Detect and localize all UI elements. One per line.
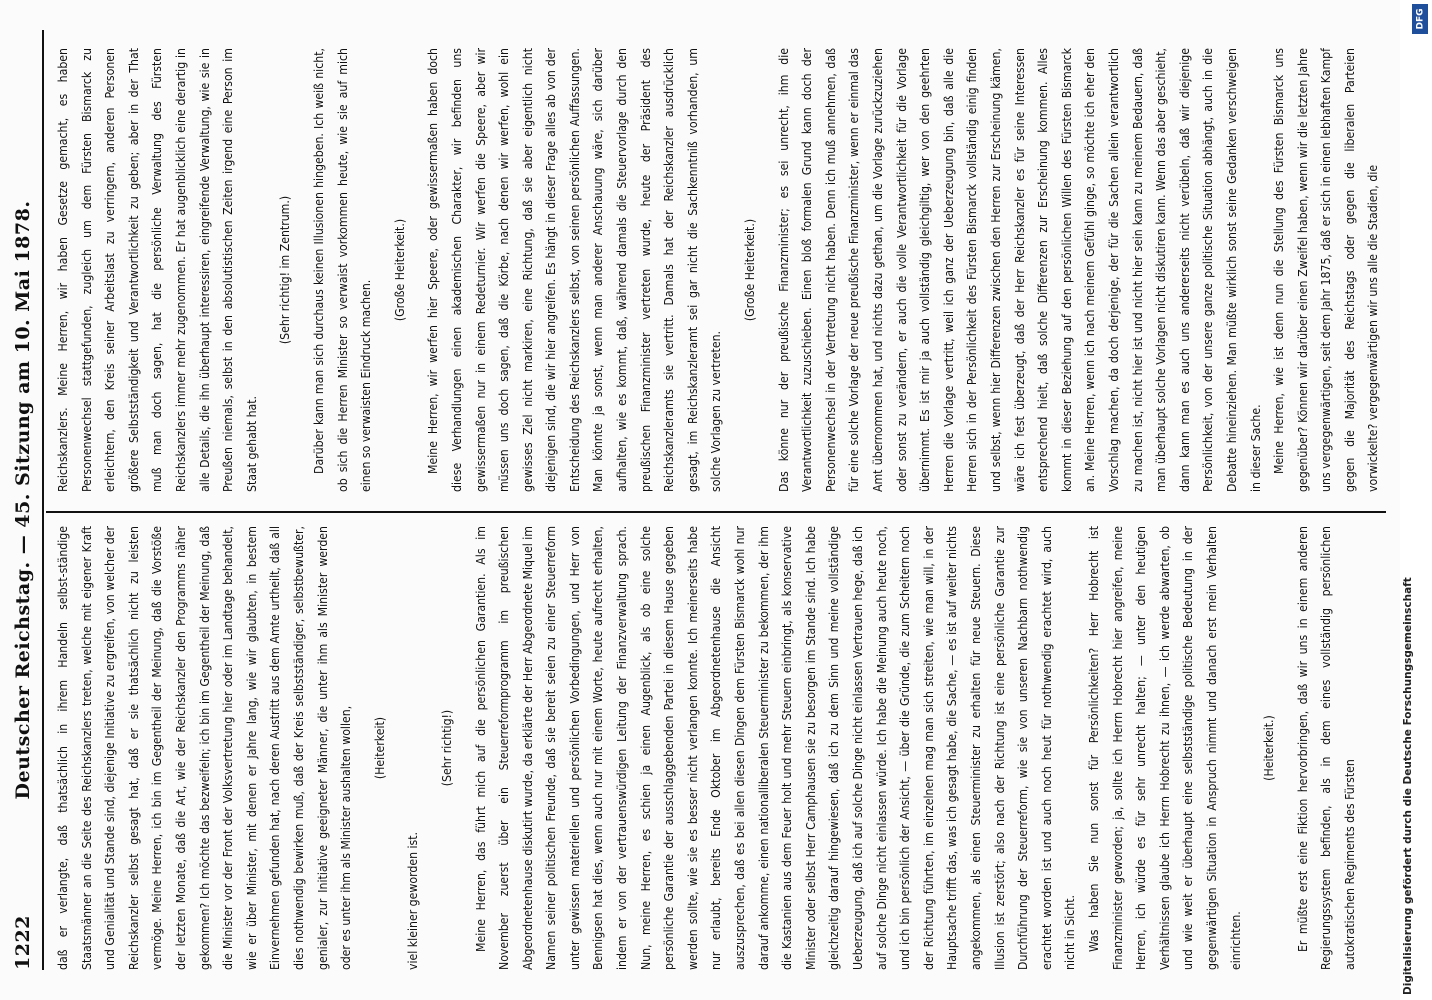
interjection: (Sehr richtig!): [439, 709, 454, 787]
header-rule: [42, 30, 44, 970]
paragraph: Meine Herren, wie ist denn nun die Stellung des Fürsten Bismarck uns gegenüber? Können wir darüber einen Zweifel haben, wenn wir die letzten Jahre uns vergegenwärtigen, seit dem Jahr 1875, daß er sich in einen lebhaften Kampf gegen die Majorität des Reichstags oder gegen die liberalen Parteien vorwickelte? vergegenwärtigen wir uns alle die Stadien, die: [1272, 48, 1381, 492]
interjection: (Heiterkeit.): [1262, 715, 1277, 781]
paragraph: viel kleiner geworden ist.: [406, 831, 421, 970]
paragraph: Er müßte erst eine Fiktion hervorbringen, daß wir uns in einem anderen Regierungssystem befinden, als in dem eines vollständig persönlichen autokratischen Regiments des Fürsten: [1295, 526, 1357, 970]
dfg-logo: [1412, 4, 1428, 34]
paragraph: daß er verlangte, daß thatsächlich in ihrem Handeln selbst-ständige Staatsmänner an die Seite des Reichskanzlers treten, welche mit eigener Kraft und Genialität und Stande sind, diejenige Initiative zu ergreifen, von welcher der Reichskanzler selbst gesagt hat, daß er sie thatsächlich nicht zu leisten vermöge. Meine Herren, ich bin im Gegentheil der Meinung, daß die Vorstöße der letzten Monate, daß die Art, wie der Reichskanzler den Programms näher gekommen? Ich möchte das bezweifeln; ich bin im Gegentheil der Meinung, daß die Minister vor der Front der Volksvertretung hier oder im Landtage behandelt, wie er über Minister, mit denen er Jahre lang, wie wir glaubten, in bestem Einvernehmen gefunden hat, nach deren Austritt aus dem Amte urtheilt, daß all dies nothwendig bewirken muß, daß der Kreis selbstständiger, selbstbewußter, genialer, zur Initiative geeigneter Männer, die unter ihm als Minister werden oder es unter ihm als Minister aushalten wollen,: [56, 526, 354, 970]
interjection: (Große Heiterkeit.): [392, 218, 407, 322]
page-number: 1222: [12, 915, 34, 970]
paragraph: Reichskanzlers. Meine Herren, wir haben Gesetze gemacht, es haben Personenwechsel stattgefunden, zugleich um dem Fürsten Bismarck zu erleichtern, den Kreis seiner Arbeitslast zu verringern, anderen Personen größere Selbstständigkeit und Verantwortlichkeit zu geben; aber in der That muß man doch sagen, hat die persönliche Verwaltung des Fürsten Reichskanzlers immer mehr zugenommen. Er hat augenblicklich eine derartig in alle Details, die ihn überhaupt interessiren, eingreifende Verwaltung, wie sie in Preußen niemals, selbst in den absolutistischen Zeiten irgend eine Person im Staat gehabt hat.: [56, 48, 259, 492]
left-text-column: [52, 526, 1382, 970]
interjection: (Große Heiterkeit.): [743, 218, 758, 322]
paragraph: Meine Herren, wir werfen hier Speere, oder gewissermaßen haben doch diese Verhandlungen einen akademischen Charakter, wir befinden uns gewissermaßen nur in einem Redeturnier. Wir werfen die Speere, aber wir müssen uns doch sagen, daß die Körbe, nach denen wir werfen, wohl ein gewisses Ziel nicht markiren, eine Richtung, daß sie aber eigentlich nicht diejenigen sind, die wir hier angreifen. Es hängt in dieser Frage alles ab von der Entscheidung des Reichskanzlers selbst, von seinen persönlichen Auffassungen. Man könnte ja sonst, wenn man anderer Anschauung wäre, sich darüber aufhalten, wie es kommt, daß, während damals die Steuervorlage durch den preußischen Finanzminister vertreten wurde, heute der Präsident des Reichskanzleramts sie vertritt. Damals hat der Reichskanzler ausdrücklich gesagt, im Reichskanzleramt sei gar nicht die Sachkenntniß vorhanden, um solche Vorlagen zu vertreten.: [426, 48, 724, 492]
running-title: Deutscher Reichstag. — 45. Sitzung am 10. Mai 1878.: [12, 200, 34, 800]
paragraph: Was haben Sie nun sonst für Persönlichkeiten? Herr Hobrecht ist Finanzminister geworden; ja, sollte ich Herrn Hobrecht hier angreifen, meine Herren, ich würde es für sehr unrecht halten; — unter den heutigen Verhältnissen glaube ich Herrn Hobrecht zu ihnen, — ich werde abwarten, ob und wie weit er überhaupt eine selbstständige politische Bedeutung in der gegenwärtigen Situation in Anspruch nimmt und danach erst mein Verhalten einrichten.: [1086, 526, 1243, 970]
right-text-column: [52, 48, 1382, 492]
interjection: (Heiterkeit): [372, 716, 387, 780]
column-divider: [46, 511, 1386, 513]
digitization-credit: Digitalisierung gefördert durch die Deutsche Forschungsgemeinschaft: [1402, 577, 1414, 995]
dfg-logo-text: DFG: [1415, 8, 1426, 30]
page-header: [12, 30, 46, 970]
interjection: (Sehr richtig! im Zentrum.): [278, 195, 293, 345]
paragraph: Das könne nur der preußische Finanzminister; es sei unrecht, ihm die Verantwortlichkeit zuzuschieben. Einen bloß formalen Grund kann doch der Personenwechsel in der Vertretung nicht haben. Denn ich muß annehmen, daß für eine solche Vorlage der neue preußische Finanzminister, wenn er einmal das Amt übernommen hat, und nichts dazu gethan, um die Vorlage zurückzuziehen oder sonst zu verändern, er auch die volle Verantwortlichkeit für die Vorlage übernimmt. Es ist mir ja auch vollständig gleichgiltig, wer von den geehrten Herren die Vorlage vertritt, weil ich ganz der Ueberzeugung bin, daß alle die Herren sich in der Persönlichkeit des Fürsten Bismarck vollständig einig finden und selbst, wenn hier Differenzen zwischen den Herren zur Erscheinung kämen, wäre ich fest überzeugt, daß der Herr Reichskanzler es für seine Interessen entsprechend hielt, daß solche Differenzen zur Erscheinung kommen. Alles kommt in dieser Beziehung auf den persönlichen Willen des Fürsten Bismarck an. Meine Herren, wenn ich nach meinem Gefühl ginge, so möchte ich eher den Vorschlag machen, da doch derjenige, der für die Sachen allein verantwortlich zu machen ist, nicht hier ist und nicht hier sein kann zu meinem Bedauern, daß man überhaupt solche Vorlagen nicht diskutiren kann. Wenn das aber geschieht, dann kann man es auch uns andererseits nicht verübeln, daß wir diejenige Persönlichkeit, von der unsere ganze politische Situation abhängt, auch in die Debatte hineinziehen. Man müßte wirklich sonst seine Gedanken verschweigen in dieser Sache.: [776, 48, 1263, 492]
paragraph: Darüber kann man sich durchaus keinen Illusionen hingeben. Ich weiß nicht, ob sich die Herren Minister so verwaist vorkommen heute, wie sie auf mich einen so verwaisten Eindruck machen.: [311, 48, 374, 492]
paragraph: Meine Herren, das führt mich auf die persönlichen Garantien. Als im November zuerst über ein Steuerreformprogramm im preußischen Abgeordnetenhause diskutirt wurde, da erklärte der Herr Abgeordnete Miquel im Namen seiner politischen Freunde, daß sie bereit seien zu einer Steuerreform unter gewissen materiellen und persönlichen Vorbedingungen, und Herr von Bennigsen hat dies, wenn auch nur mit einem Worte, heute aufrecht erhalten, indem er von der vertrauenswürdigen Leitung der Finanzverwaltung sprach. Nun, meine Herren, es schien ja einen Augenblick, als ob eine solche persönliche Garantie der ausschlaggebenden Partei in diesem Hause gegeben werden sollte, wie sie es besser nicht verlangen konnte. Ich meinerseits habe nur erlaubt, bereits Ende Oktober im Abgeordnetenhause die Ansicht auszusprechen, daß es bei allen diesen Dingen dem Fürsten Bismarck wohl nur darauf ankomme, einen nationalliberalen Steuerminister zu bekommen, der ihm die Kastanien aus dem Feuer holt und mehr Steuern einbringt, als konservative Minister oder selbst Herr Camphausen sie zu besorgen im Stande sind. Ich habe gleichzeitig darauf hingewiesen, daß ich zu dem Sinn und meine vollständige Ueberzeugung, daß ich auf solche Dinge nicht einlassen Vertrauen hege, daß ich auf solche Dinge nicht einlassen würde. Ich habe die Meinung auch heute noch, und ich bin persönlich der Ansicht, — über die Gründe, die zum Scheitern noch der Richtung führten, im einzelnen mag man sich streiten, wie man will, in der Hauptsache trifft das, was ich gesagt habe, die Sache, — es ist auf weiter nichts angekommen, als einen Steuerminister zu erhalten für neue Steuern. Diese Illusion ist zerstört; also nach der Richtung ist eine persönliche Garantie zur Durchführung der Steuerreform, wie sie von unseren Nachbarn nothwendig erachtet worden ist und auch noch heut für nothwendig erachtet wird, auch nicht in Sicht.: [473, 526, 1078, 970]
